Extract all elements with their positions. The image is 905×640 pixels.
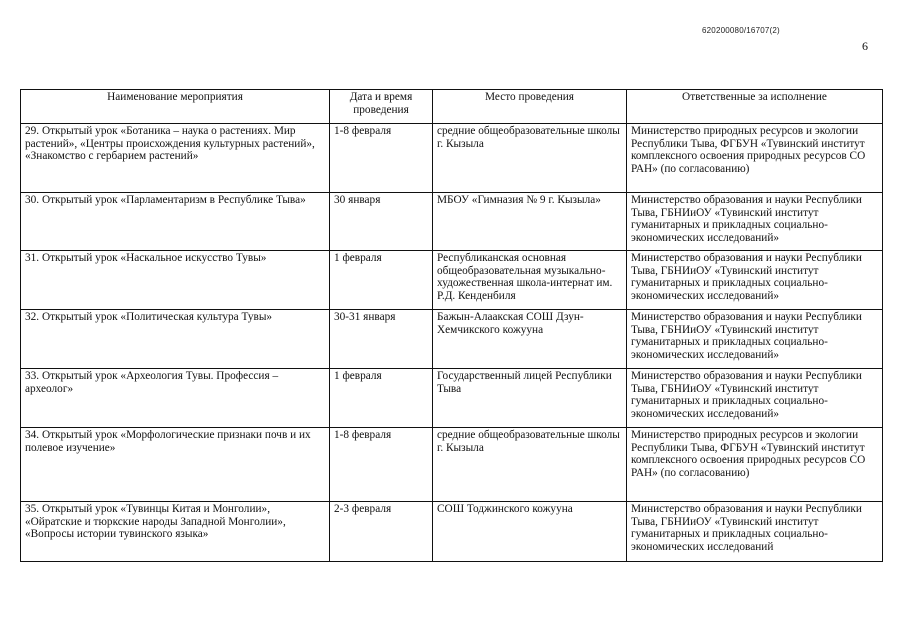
table-row <box>21 193 883 251</box>
column-header-responsible: Ответственные за исполнение <box>627 90 883 124</box>
column-header-place: Место проведения <box>433 90 627 124</box>
event-date-cell: 1 февраля <box>330 251 433 310</box>
event-place-cell: Бажын-Алаакская СОШ Дзун-Хемчикского кожууна <box>433 310 627 369</box>
event-name-cell: 30. Открытый урок «Парламентаризм в Республике Тыва» <box>21 193 330 251</box>
event-place-cell: средние общеобразовательные школы г. Кызыла <box>433 124 627 193</box>
event-responsible-cell: Министерство образования и науки Республики Тыва, ГБНИиОУ «Тувинский институт гуманитарных и прикладных социально-экономических исследований» <box>627 193 883 251</box>
event-name-cell: 29. Открытый урок «Ботаника – наука о растениях. Мир растений», «Центры происхождения культурных растений», «Знакомство с гербарием растений» <box>21 124 330 193</box>
event-name-cell: 31. Открытый урок «Наскальное искусство Тувы» <box>21 251 330 310</box>
event-responsible-cell: Министерство образования и науки Республики Тыва, ГБНИиОУ «Тувинский институт гуманитарных и прикладных социально-экономических исследований» <box>627 251 883 310</box>
event-name-cell: 33. Открытый урок «Археология Тувы. Профессия – археолог» <box>21 369 330 428</box>
event-responsible-cell: Министерство природных ресурсов и экологии Республики Тыва, ФГБУН «Тувинский институт комплексного освоения природных ресурсов СО РАН» (по согласованию) <box>627 124 883 193</box>
column-header-date: Дата и время проведения <box>330 90 433 124</box>
events-table <box>20 89 883 562</box>
column-header-name: Наименование мероприятия <box>21 90 330 124</box>
event-date-cell: 1-8 февраля <box>330 428 433 502</box>
event-responsible-cell: Министерство образования и науки Республики Тыва, ГБНИиОУ «Тувинский институт гуманитарных и прикладных социально-экономических исследований <box>627 502 883 562</box>
table-row <box>21 251 883 310</box>
event-date-cell: 1 февраля <box>330 369 433 428</box>
event-name-cell: 34. Открытый урок «Морфологические признаки почв и их полевое изучение» <box>21 428 330 502</box>
table-header-row <box>21 90 883 124</box>
table-row <box>21 502 883 562</box>
event-place-cell: Республиканская основная общеобразовательная музыкально-художественная школа-интернат им. Р.Д. Кенденбиля <box>433 251 627 310</box>
table-row <box>21 310 883 369</box>
event-place-cell: СОШ Тоджинского кожууна <box>433 502 627 562</box>
event-responsible-cell: Министерство образования и науки Республики Тыва, ГБНИиОУ «Тувинский институт гуманитарных и прикладных социально-экономических исследований» <box>627 310 883 369</box>
table-row <box>21 428 883 502</box>
event-date-cell: 2-3 февраля <box>330 502 433 562</box>
document-id: 620200080/16707(2) <box>702 26 780 35</box>
event-name-cell: 35. Открытый урок «Тувинцы Китая и Монголии», «Ойратские и тюркские народы Западной Монголии», «Вопросы истории тувинского языка» <box>21 502 330 562</box>
event-place-cell: МБОУ «Гимназия № 9 г. Кызыла» <box>433 193 627 251</box>
event-place-cell: Государственный лицей Республики Тыва <box>433 369 627 428</box>
event-date-cell: 30 января <box>330 193 433 251</box>
event-responsible-cell: Министерство образования и науки Республики Тыва, ГБНИиОУ «Тувинский институт гуманитарных и прикладных социально-экономических исследований» <box>627 369 883 428</box>
event-date-cell: 1-8 февраля <box>330 124 433 193</box>
event-date-cell: 30-31 января <box>330 310 433 369</box>
event-place-cell: средние общеобразовательные школы г. Кызыла <box>433 428 627 502</box>
table-row <box>21 369 883 428</box>
event-name-cell: 32. Открытый урок «Политическая культура Тувы» <box>21 310 330 369</box>
table-row <box>21 124 883 193</box>
page-number: 6 <box>862 39 868 53</box>
event-responsible-cell: Министерство природных ресурсов и экологии Республики Тыва, ФГБУН «Тувинский институт комплексного освоения природных ресурсов СО РАН» (по согласованию) <box>627 428 883 502</box>
